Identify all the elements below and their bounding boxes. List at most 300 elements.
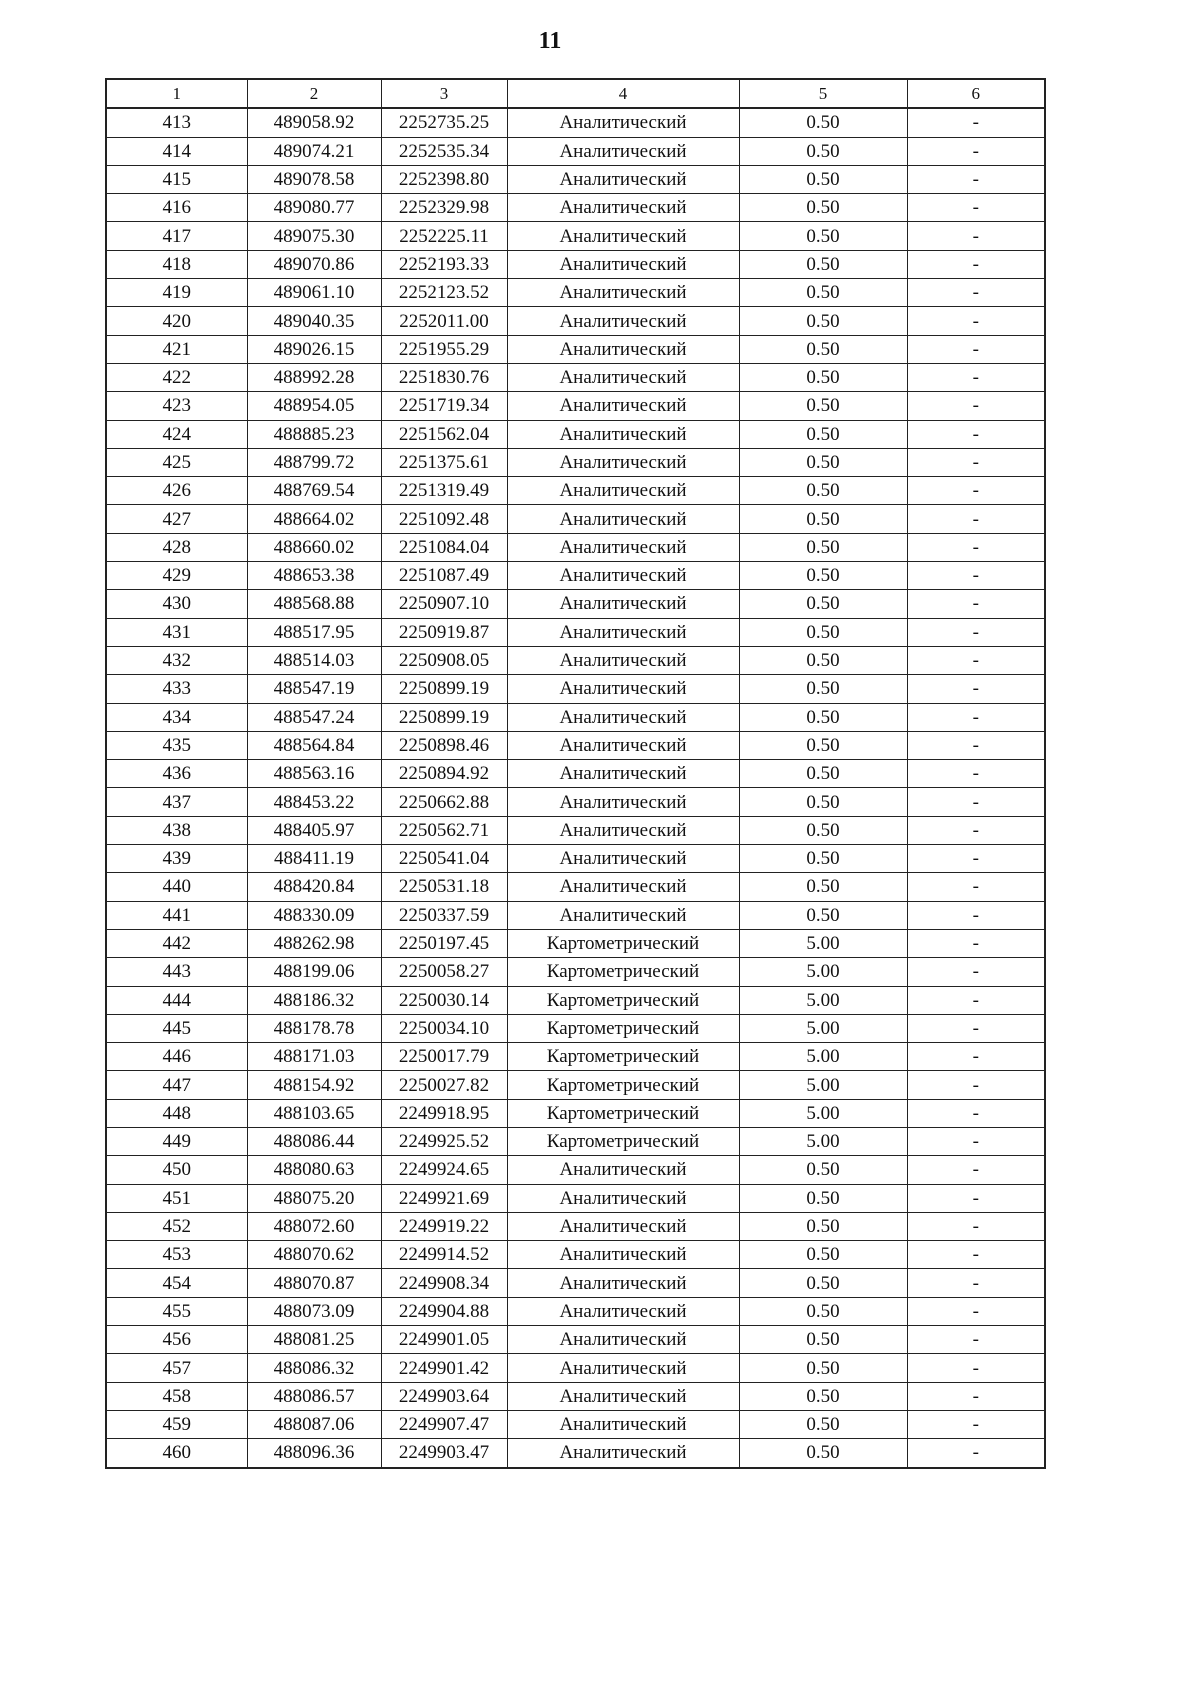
coord-y-cell: 2252123.52 <box>381 279 507 307</box>
coord-y-cell: 2252193.33 <box>381 250 507 278</box>
point-number-cell: 452 <box>106 1212 247 1240</box>
method-cell: Картометрический <box>507 1127 739 1155</box>
point-number-cell: 459 <box>106 1410 247 1438</box>
method-cell: Аналитический <box>507 618 739 646</box>
point-number-cell: 437 <box>106 788 247 816</box>
method-cell: Аналитический <box>507 873 739 901</box>
accuracy-cell: 0.50 <box>739 873 907 901</box>
coord-y-cell: 2249907.47 <box>381 1410 507 1438</box>
method-cell: Картометрический <box>507 929 739 957</box>
accuracy-cell: 5.00 <box>739 1127 907 1155</box>
point-number-cell: 455 <box>106 1297 247 1325</box>
point-number-cell: 414 <box>106 137 247 165</box>
coord-y-cell: 2249908.34 <box>381 1269 507 1297</box>
note-cell: - <box>907 1326 1045 1354</box>
accuracy-cell: 0.50 <box>739 137 907 165</box>
point-number-cell: 439 <box>106 845 247 873</box>
coord-y-cell: 2249904.88 <box>381 1297 507 1325</box>
accuracy-cell: 0.50 <box>739 194 907 222</box>
note-cell: - <box>907 194 1045 222</box>
note-cell: - <box>907 1410 1045 1438</box>
coord-y-cell: 2251092.48 <box>381 505 507 533</box>
table-header <box>106 79 1045 108</box>
point-number-cell: 431 <box>106 618 247 646</box>
table-row <box>106 1099 1045 1127</box>
accuracy-cell: 0.50 <box>739 335 907 363</box>
table-row <box>106 590 1045 618</box>
table-row <box>106 194 1045 222</box>
accuracy-cell: 0.50 <box>739 279 907 307</box>
table-row <box>106 845 1045 873</box>
note-cell: - <box>907 1184 1045 1212</box>
point-number-cell: 432 <box>106 646 247 674</box>
coord-y-cell: 2249901.42 <box>381 1354 507 1382</box>
coord-y-cell: 2251562.04 <box>381 420 507 448</box>
coord-y-cell: 2249903.64 <box>381 1382 507 1410</box>
method-cell: Картометрический <box>507 958 739 986</box>
note-cell: - <box>907 1099 1045 1127</box>
method-cell: Аналитический <box>507 1212 739 1240</box>
accuracy-cell: 0.50 <box>739 1297 907 1325</box>
coord-y-cell: 2251719.34 <box>381 392 507 420</box>
table-row <box>106 1043 1045 1071</box>
table-row <box>106 1410 1045 1438</box>
accuracy-cell: 5.00 <box>739 1043 907 1071</box>
note-cell: - <box>907 1212 1045 1240</box>
accuracy-cell: 0.50 <box>739 731 907 759</box>
note-cell: - <box>907 1127 1045 1155</box>
accuracy-cell: 0.50 <box>739 533 907 561</box>
coord-y-cell: 2250894.92 <box>381 760 507 788</box>
coord-x-cell: 488075.20 <box>247 1184 381 1212</box>
method-cell: Картометрический <box>507 1014 739 1042</box>
coord-x-cell: 488087.06 <box>247 1410 381 1438</box>
coord-y-cell: 2249901.05 <box>381 1326 507 1354</box>
accuracy-cell: 0.50 <box>739 108 907 137</box>
coord-x-cell: 488199.06 <box>247 958 381 986</box>
coord-x-cell: 488453.22 <box>247 788 381 816</box>
point-number-cell: 436 <box>106 760 247 788</box>
note-cell: - <box>907 788 1045 816</box>
point-number-cell: 453 <box>106 1241 247 1269</box>
point-number-cell: 458 <box>106 1382 247 1410</box>
coord-y-cell: 2252735.25 <box>381 108 507 137</box>
coord-y-cell: 2249924.65 <box>381 1156 507 1184</box>
point-number-cell: 448 <box>106 1099 247 1127</box>
table-row <box>106 760 1045 788</box>
coord-x-cell: 489040.35 <box>247 307 381 335</box>
coord-x-cell: 488081.25 <box>247 1326 381 1354</box>
point-number-cell: 416 <box>106 194 247 222</box>
coord-y-cell: 2249921.69 <box>381 1184 507 1212</box>
coord-x-cell: 488080.63 <box>247 1156 381 1184</box>
table-row <box>106 279 1045 307</box>
table-row <box>106 477 1045 505</box>
point-number-cell: 449 <box>106 1127 247 1155</box>
coord-y-cell: 2251375.61 <box>381 448 507 476</box>
point-number-cell: 417 <box>106 222 247 250</box>
note-cell: - <box>907 477 1045 505</box>
accuracy-cell: 0.50 <box>739 222 907 250</box>
accuracy-cell: 0.50 <box>739 448 907 476</box>
coord-x-cell: 489078.58 <box>247 165 381 193</box>
table-row <box>106 1184 1045 1212</box>
table-row <box>106 873 1045 901</box>
note-cell: - <box>907 675 1045 703</box>
note-cell: - <box>907 986 1045 1014</box>
coord-y-cell: 2250562.71 <box>381 816 507 844</box>
accuracy-cell: 0.50 <box>739 901 907 929</box>
note-cell: - <box>907 901 1045 929</box>
method-cell: Картометрический <box>507 986 739 1014</box>
coord-x-cell: 488072.60 <box>247 1212 381 1240</box>
table-row <box>106 986 1045 1014</box>
method-cell: Аналитический <box>507 562 739 590</box>
method-cell: Аналитический <box>507 901 739 929</box>
accuracy-cell: 0.50 <box>739 392 907 420</box>
coord-y-cell: 2251084.04 <box>381 533 507 561</box>
method-cell: Аналитический <box>507 1297 739 1325</box>
coord-y-cell: 2250919.87 <box>381 618 507 646</box>
accuracy-cell: 0.50 <box>739 816 907 844</box>
table-row <box>106 307 1045 335</box>
coord-x-cell: 488547.24 <box>247 703 381 731</box>
coord-y-cell: 2249919.22 <box>381 1212 507 1240</box>
table-row <box>106 1382 1045 1410</box>
coord-x-cell: 489058.92 <box>247 108 381 137</box>
note-cell: - <box>907 250 1045 278</box>
coord-y-cell: 2252329.98 <box>381 194 507 222</box>
table-row <box>106 618 1045 646</box>
page-number: 11 <box>538 28 562 54</box>
note-cell: - <box>907 279 1045 307</box>
accuracy-cell: 5.00 <box>739 929 907 957</box>
method-cell: Аналитический <box>507 816 739 844</box>
coord-y-cell: 2250662.88 <box>381 788 507 816</box>
coord-x-cell: 489075.30 <box>247 222 381 250</box>
accuracy-cell: 0.50 <box>739 1184 907 1212</box>
table-row <box>106 1127 1045 1155</box>
accuracy-cell: 5.00 <box>739 958 907 986</box>
note-cell: - <box>907 731 1045 759</box>
coord-x-cell: 489026.15 <box>247 335 381 363</box>
method-cell: Аналитический <box>507 760 739 788</box>
coord-y-cell: 2250017.79 <box>381 1043 507 1071</box>
accuracy-cell: 0.50 <box>739 845 907 873</box>
point-number-cell: 425 <box>106 448 247 476</box>
coord-y-cell: 2250058.27 <box>381 958 507 986</box>
coord-x-cell: 488660.02 <box>247 533 381 561</box>
point-number-cell: 442 <box>106 929 247 957</box>
accuracy-cell: 0.50 <box>739 1354 907 1382</box>
point-number-cell: 434 <box>106 703 247 731</box>
accuracy-cell: 0.50 <box>739 590 907 618</box>
coord-x-cell: 488564.84 <box>247 731 381 759</box>
coord-y-cell: 2249903.47 <box>381 1439 507 1468</box>
coord-x-cell: 488171.03 <box>247 1043 381 1071</box>
accuracy-cell: 0.50 <box>739 1269 907 1297</box>
coord-x-cell: 488547.19 <box>247 675 381 703</box>
table-row <box>106 165 1045 193</box>
coord-x-cell: 489080.77 <box>247 194 381 222</box>
coord-y-cell: 2250541.04 <box>381 845 507 873</box>
coord-x-cell: 488086.57 <box>247 1382 381 1410</box>
coord-x-cell: 488330.09 <box>247 901 381 929</box>
note-cell: - <box>907 1269 1045 1297</box>
coord-x-cell: 488568.88 <box>247 590 381 618</box>
table-row <box>106 562 1045 590</box>
column-header: 1 <box>106 79 247 108</box>
accuracy-cell: 0.50 <box>739 788 907 816</box>
method-cell: Аналитический <box>507 533 739 561</box>
accuracy-cell: 0.50 <box>739 618 907 646</box>
method-cell: Аналитический <box>507 307 739 335</box>
point-number-cell: 419 <box>106 279 247 307</box>
accuracy-cell: 0.50 <box>739 165 907 193</box>
point-number-cell: 445 <box>106 1014 247 1042</box>
note-cell: - <box>907 1439 1045 1468</box>
coord-x-cell: 488086.44 <box>247 1127 381 1155</box>
coord-x-cell: 488073.09 <box>247 1297 381 1325</box>
coord-y-cell: 2250899.19 <box>381 675 507 703</box>
note-cell: - <box>907 1382 1045 1410</box>
note-cell: - <box>907 1241 1045 1269</box>
accuracy-cell: 0.50 <box>739 1382 907 1410</box>
point-number-cell: 450 <box>106 1156 247 1184</box>
note-cell: - <box>907 420 1045 448</box>
coord-x-cell: 488411.19 <box>247 845 381 873</box>
accuracy-cell: 5.00 <box>739 1099 907 1127</box>
point-number-cell: 435 <box>106 731 247 759</box>
method-cell: Аналитический <box>507 1269 739 1297</box>
accuracy-cell: 0.50 <box>739 1212 907 1240</box>
coord-y-cell: 2249914.52 <box>381 1241 507 1269</box>
table-row <box>106 250 1045 278</box>
coord-y-cell: 2250531.18 <box>381 873 507 901</box>
coord-y-cell: 2250034.10 <box>381 1014 507 1042</box>
coord-x-cell: 488262.98 <box>247 929 381 957</box>
point-number-cell: 427 <box>106 505 247 533</box>
method-cell: Аналитический <box>507 1156 739 1184</box>
note-cell: - <box>907 1071 1045 1099</box>
note-cell: - <box>907 703 1045 731</box>
coord-x-cell: 488799.72 <box>247 448 381 476</box>
point-number-cell: 447 <box>106 1071 247 1099</box>
point-number-cell: 426 <box>106 477 247 505</box>
table-row <box>106 335 1045 363</box>
table-row <box>106 1212 1045 1240</box>
accuracy-cell: 5.00 <box>739 986 907 1014</box>
table-row <box>106 958 1045 986</box>
accuracy-cell: 5.00 <box>739 1014 907 1042</box>
coord-x-cell: 488992.28 <box>247 363 381 391</box>
accuracy-cell: 0.50 <box>739 477 907 505</box>
accuracy-cell: 0.50 <box>739 307 907 335</box>
note-cell: - <box>907 562 1045 590</box>
point-number-cell: 457 <box>106 1354 247 1382</box>
method-cell: Аналитический <box>507 590 739 618</box>
coord-x-cell: 488070.87 <box>247 1269 381 1297</box>
point-number-cell: 460 <box>106 1439 247 1468</box>
method-cell: Аналитический <box>507 108 739 137</box>
accuracy-cell: 0.50 <box>739 1410 907 1438</box>
point-number-cell: 422 <box>106 363 247 391</box>
point-number-cell: 429 <box>106 562 247 590</box>
method-cell: Аналитический <box>507 137 739 165</box>
coord-y-cell: 2251830.76 <box>381 363 507 391</box>
table-row <box>106 1156 1045 1184</box>
accuracy-cell: 0.50 <box>739 1326 907 1354</box>
accuracy-cell: 0.50 <box>739 675 907 703</box>
accuracy-cell: 0.50 <box>739 760 907 788</box>
coord-y-cell: 2252398.80 <box>381 165 507 193</box>
method-cell: Аналитический <box>507 845 739 873</box>
column-header: 3 <box>381 79 507 108</box>
method-cell: Аналитический <box>507 1439 739 1468</box>
coord-x-cell: 488186.32 <box>247 986 381 1014</box>
note-cell: - <box>907 108 1045 137</box>
note-cell: - <box>907 392 1045 420</box>
note-cell: - <box>907 363 1045 391</box>
method-cell: Аналитический <box>507 788 739 816</box>
note-cell: - <box>907 533 1045 561</box>
table-row <box>106 703 1045 731</box>
table-row <box>106 646 1045 674</box>
note-cell: - <box>907 1156 1045 1184</box>
point-number-cell: 413 <box>106 108 247 137</box>
method-cell: Аналитический <box>507 165 739 193</box>
coord-y-cell: 2250908.05 <box>381 646 507 674</box>
accuracy-cell: 0.50 <box>739 646 907 674</box>
accuracy-cell: 0.50 <box>739 1241 907 1269</box>
coord-x-cell: 489061.10 <box>247 279 381 307</box>
point-number-cell: 420 <box>106 307 247 335</box>
table-row <box>106 420 1045 448</box>
table-row <box>106 731 1045 759</box>
method-cell: Аналитический <box>507 363 739 391</box>
table-row <box>106 1071 1045 1099</box>
method-cell: Аналитический <box>507 1326 739 1354</box>
coord-x-cell: 488420.84 <box>247 873 381 901</box>
accuracy-cell: 0.50 <box>739 562 907 590</box>
table-row <box>106 675 1045 703</box>
note-cell: - <box>907 646 1045 674</box>
method-cell: Аналитический <box>507 222 739 250</box>
note-cell: - <box>907 448 1045 476</box>
method-cell: Аналитический <box>507 703 739 731</box>
method-cell: Аналитический <box>507 505 739 533</box>
method-cell: Аналитический <box>507 448 739 476</box>
method-cell: Аналитический <box>507 731 739 759</box>
point-number-cell: 424 <box>106 420 247 448</box>
point-number-cell: 430 <box>106 590 247 618</box>
coord-x-cell: 488517.95 <box>247 618 381 646</box>
note-cell: - <box>907 505 1045 533</box>
note-cell: - <box>907 137 1045 165</box>
point-number-cell: 444 <box>106 986 247 1014</box>
method-cell: Картометрический <box>507 1099 739 1127</box>
method-cell: Аналитический <box>507 1382 739 1410</box>
note-cell: - <box>907 958 1045 986</box>
point-number-cell: 440 <box>106 873 247 901</box>
table-row <box>106 1439 1045 1468</box>
method-cell: Аналитический <box>507 1184 739 1212</box>
coord-y-cell: 2250898.46 <box>381 731 507 759</box>
coord-x-cell: 488563.16 <box>247 760 381 788</box>
coord-y-cell: 2250907.10 <box>381 590 507 618</box>
coord-x-cell: 488103.65 <box>247 1099 381 1127</box>
note-cell: - <box>907 165 1045 193</box>
note-cell: - <box>907 590 1045 618</box>
point-number-cell: 446 <box>106 1043 247 1071</box>
note-cell: - <box>907 929 1045 957</box>
coord-x-cell: 488514.03 <box>247 646 381 674</box>
accuracy-cell: 0.50 <box>739 1156 907 1184</box>
point-number-cell: 438 <box>106 816 247 844</box>
note-cell: - <box>907 1014 1045 1042</box>
table-row <box>106 392 1045 420</box>
coord-x-cell: 488653.38 <box>247 562 381 590</box>
note-cell: - <box>907 1354 1045 1382</box>
coord-y-cell: 2251955.29 <box>381 335 507 363</box>
note-cell: - <box>907 618 1045 646</box>
note-cell: - <box>907 845 1045 873</box>
method-cell: Аналитический <box>507 477 739 505</box>
method-cell: Картометрический <box>507 1071 739 1099</box>
accuracy-cell: 0.50 <box>739 505 907 533</box>
note-cell: - <box>907 816 1045 844</box>
note-cell: - <box>907 1043 1045 1071</box>
method-cell: Аналитический <box>507 646 739 674</box>
coord-y-cell: 2250027.82 <box>381 1071 507 1099</box>
coord-y-cell: 2250337.59 <box>381 901 507 929</box>
table-row <box>106 901 1045 929</box>
method-cell: Аналитический <box>507 194 739 222</box>
coord-x-cell: 488070.62 <box>247 1241 381 1269</box>
method-cell: Аналитический <box>507 279 739 307</box>
column-header: 4 <box>507 79 739 108</box>
table-row <box>106 929 1045 957</box>
note-cell: - <box>907 873 1045 901</box>
table-row <box>106 108 1045 137</box>
accuracy-cell: 0.50 <box>739 1439 907 1468</box>
coord-y-cell: 2251087.49 <box>381 562 507 590</box>
table-row <box>106 1326 1045 1354</box>
note-cell: - <box>907 335 1045 363</box>
method-cell: Аналитический <box>507 250 739 278</box>
accuracy-cell: 0.50 <box>739 420 907 448</box>
table-row <box>106 505 1045 533</box>
point-number-cell: 433 <box>106 675 247 703</box>
coord-x-cell: 488769.54 <box>247 477 381 505</box>
accuracy-cell: 5.00 <box>739 1071 907 1099</box>
coord-y-cell: 2252011.00 <box>381 307 507 335</box>
coord-x-cell: 488954.05 <box>247 392 381 420</box>
point-number-cell: 454 <box>106 1269 247 1297</box>
table-row <box>106 448 1045 476</box>
coord-y-cell: 2252225.11 <box>381 222 507 250</box>
coord-x-cell: 488885.23 <box>247 420 381 448</box>
method-cell: Аналитический <box>507 420 739 448</box>
header-row <box>106 79 1045 108</box>
coord-y-cell: 2250197.45 <box>381 929 507 957</box>
table-row <box>106 363 1045 391</box>
coord-y-cell: 2249925.52 <box>381 1127 507 1155</box>
coord-y-cell: 2251319.49 <box>381 477 507 505</box>
coord-x-cell: 489070.86 <box>247 250 381 278</box>
method-cell: Аналитический <box>507 392 739 420</box>
coord-y-cell: 2252535.34 <box>381 137 507 165</box>
